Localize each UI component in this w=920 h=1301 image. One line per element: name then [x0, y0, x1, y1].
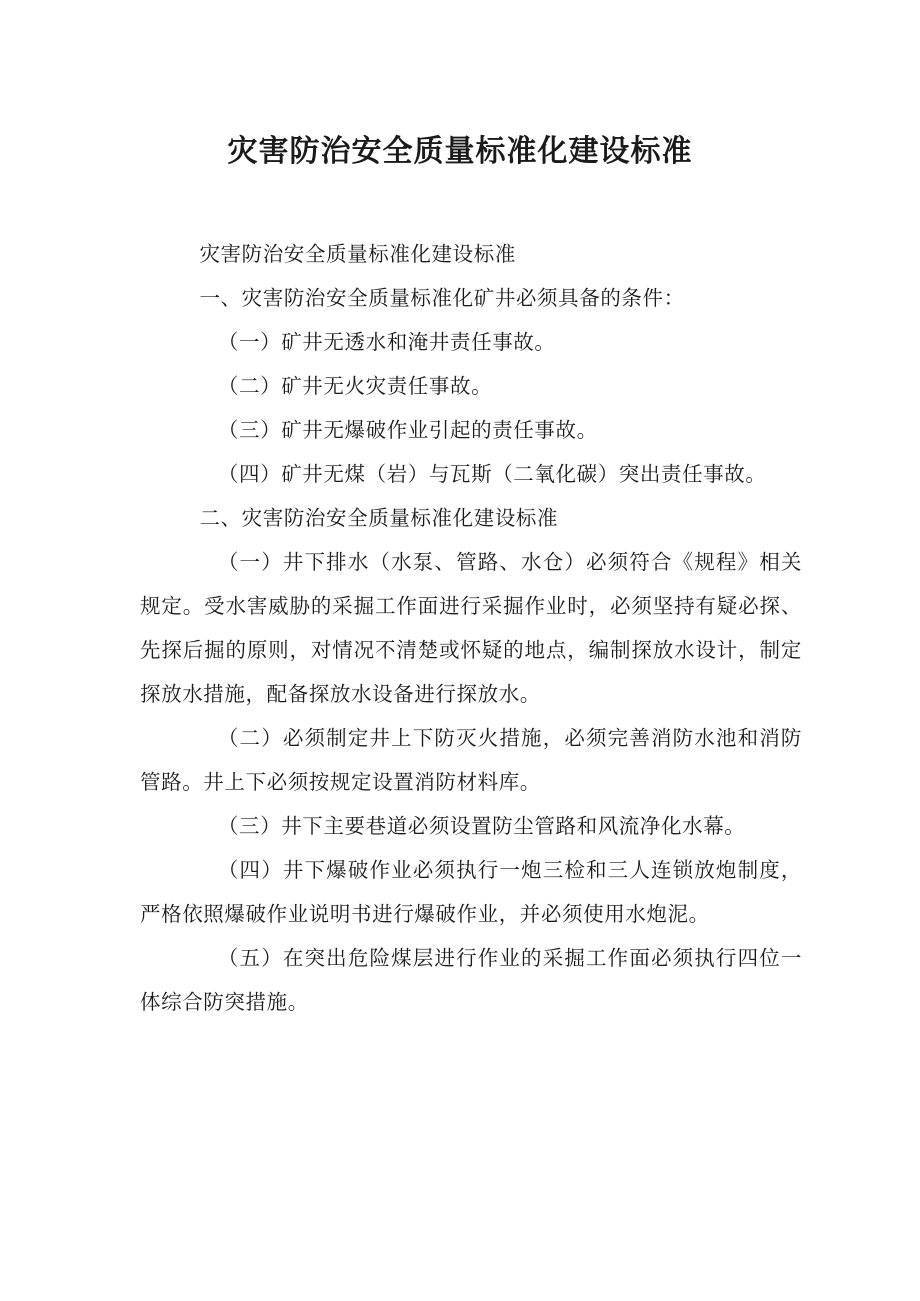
paragraph-standard-3: （三）井下主要巷道必须设置防尘管路和风流净化水幕。: [217, 814, 746, 838]
paragraph-condition-3: （三）矿井无爆破作业引起的责任事故。: [217, 418, 598, 442]
paragraph-condition-1: （一）矿井无透水和淹井责任事故。: [217, 330, 556, 354]
paragraph-standard-2: （二）必须制定井上下防灭火措施，必须完善消防水池和消防管路。井上下必须按规定设置消防材料库。: [140, 726, 802, 794]
paragraph-standard-4: （四）井下爆破作业必须执行一炮三检和三人连锁放炮制度，严格依照爆破作业说明书进行爆破作业，并必须使用水炮泥。: [140, 858, 802, 926]
paragraph-standard-5: （五）在突出危险煤层进行作业的采掘工作面必须执行四位一体综合防突措施。: [140, 946, 802, 1014]
document-body: [140, 232, 802, 1024]
paragraph-condition-2: （二）矿井无火灾责任事故。: [217, 374, 493, 398]
paragraph-section-1-heading: 一、灾害防治安全质量标准化矿井必须具备的条件：: [199, 286, 685, 310]
paragraph-subtitle: 灾害防治安全质量标准化建设标准: [199, 242, 516, 266]
paragraph-standard-1: （一）井下排水（水泵、管路、水仓）必须符合《规程》相关规定。受水害威胁的采掘工作面进行采掘作业时，必须坚持有疑必探、先探后掘的原则，对情况不清楚或怀疑的地点，编制探放水设计，制定探放水措施，配备探放水设备进行探放水。: [140, 550, 802, 706]
document-title: 灾害防治安全质量标准化建设标准: [227, 134, 693, 169]
paragraph-section-2-heading: 二、灾害防治安全质量标准化建设标准: [199, 506, 559, 530]
paragraph-condition-4: （四）矿井无煤（岩）与瓦斯（二氧化碳）突出责任事故。: [217, 462, 767, 486]
